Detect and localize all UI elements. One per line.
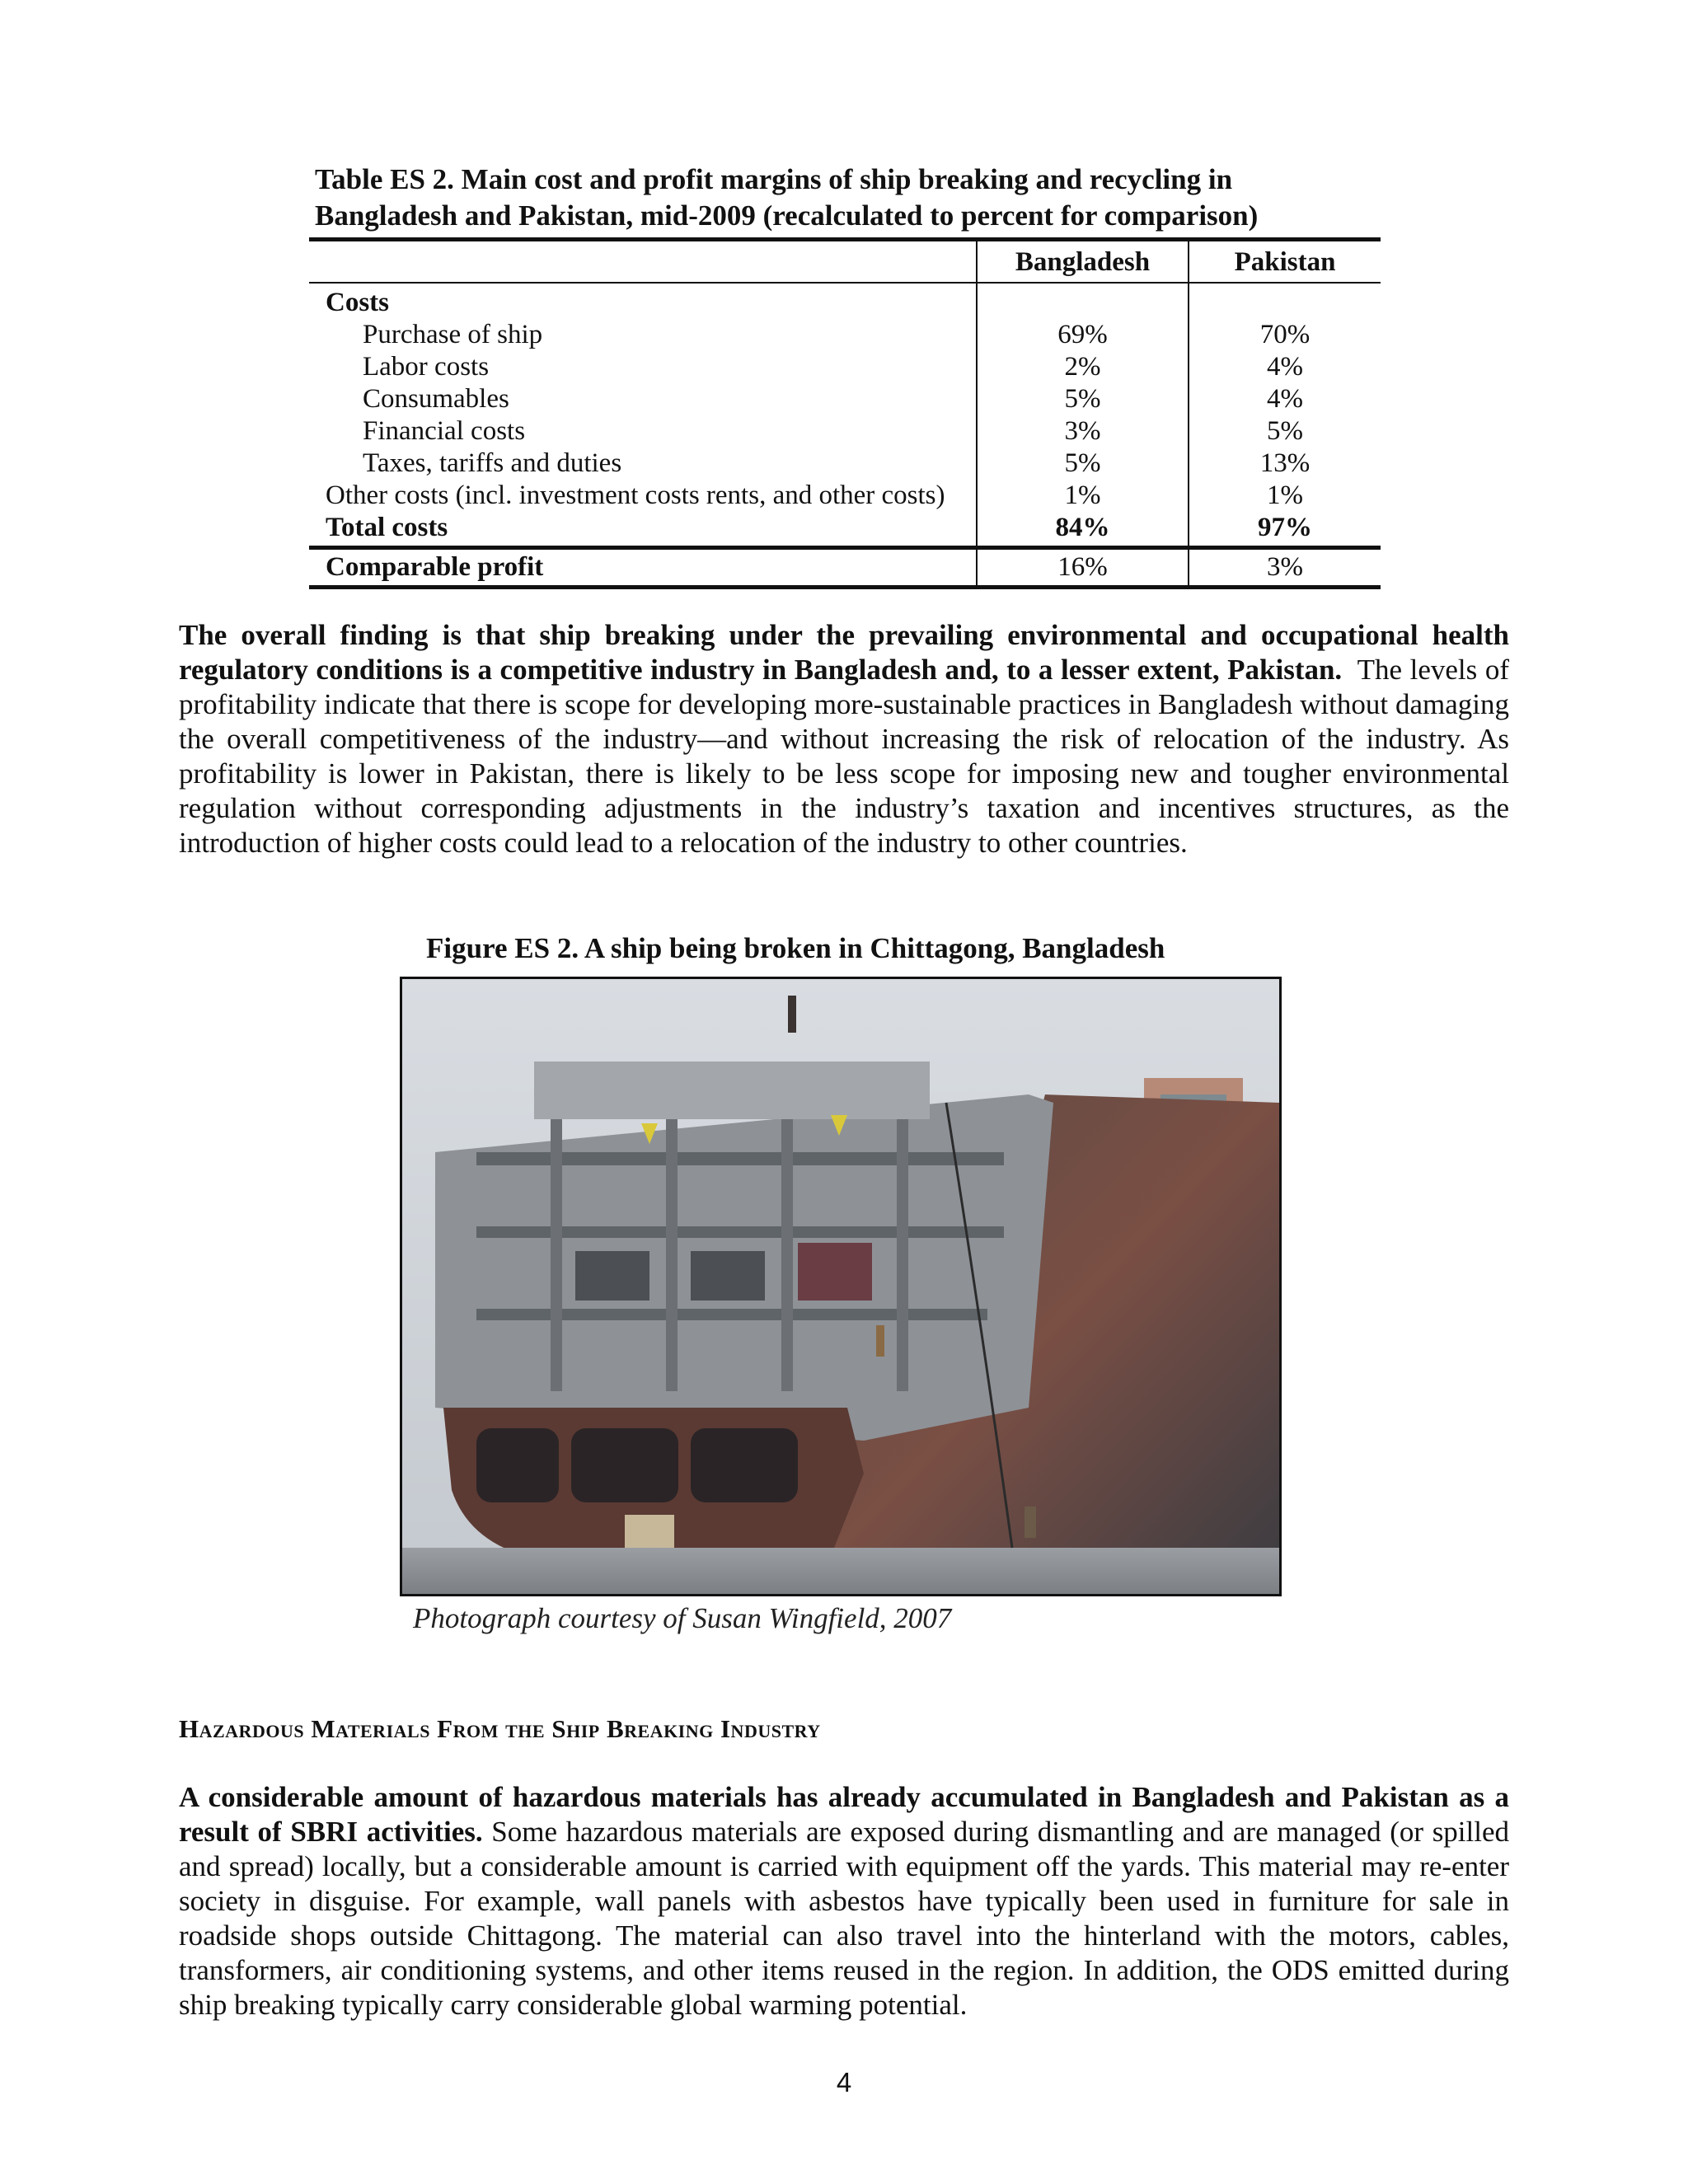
table-row xyxy=(309,383,1381,415)
table-row xyxy=(309,415,1381,448)
row-value-bangladesh: 2% xyxy=(977,351,1189,383)
row-value-bangladesh: 3% xyxy=(977,415,1189,448)
row-value-bangladesh: 5% xyxy=(977,383,1189,415)
row-value-pakistan: 4% xyxy=(1189,351,1381,383)
table-total-row xyxy=(309,512,1381,548)
profit-label: Comparable profit xyxy=(309,548,977,588)
table-caption xyxy=(315,162,1386,234)
paragraph-lead-sentence: A considerable amount of hazardous materials has already accumulated in Bangladesh and Pakistan as a result of SBRI activities. xyxy=(179,1781,1509,1848)
row-value-pakistan: 13% xyxy=(1189,448,1381,480)
profit-value-bangladesh: 16% xyxy=(977,548,1189,588)
row-label: Purchase of ship xyxy=(363,320,543,349)
total-value-bangladesh: 84% xyxy=(977,512,1189,548)
total-label: Total costs xyxy=(309,512,977,548)
cost-profit-table xyxy=(309,237,1381,589)
row-value-bangladesh: 1% xyxy=(977,480,1189,512)
table-caption-line-1: Table ES 2. Main cost and profit margins of ship breaking and recycling in xyxy=(315,163,1233,195)
row-label: Labor costs xyxy=(363,352,490,382)
table-row xyxy=(309,319,1381,351)
table-header-row xyxy=(309,240,1381,284)
paragraph-body: The levels of profitability indicate that there is scope for developing more-sustainable practices in Bangladesh without damaging the overall competitiveness of the industry—and without increasing the risk of relocation of the industry. As profitability is lower in Pakistan, there is likely to be less scope for imposing new and tougher environmental regulation without corresponding adjustments in the industry’s taxation and incentives structures, as the introduction of higher costs could lead to a relocation of the industry to other countries. xyxy=(179,654,1509,859)
figure-caption: Figure ES 2. A ship being broken in Chittagong, Bangladesh xyxy=(426,932,1165,964)
section-heading: Hazardous Materials From the Ship Breaking Industry xyxy=(179,1714,821,1743)
row-label: Taxes, tariffs and duties xyxy=(363,448,622,478)
section-label-costs: Costs xyxy=(326,288,390,317)
table-row xyxy=(309,480,1381,512)
paragraph-body: Some hazardous materials are exposed during dismantling and are managed (or spilled and spread) locally, but a considerable amount is carried with equipment off the yards. This material may re-enter society in disguise. For example, wall panels with asbestos have typically been used in furniture for sale in roadside shops outside Chittagong. The material can also travel into the hinterland with the motors, cables, transformers, air conditioning systems, and other items reused in the region. In addition, the ODS emitted during ship breaking typically carry considerable global warming potential. xyxy=(179,1816,1510,2021)
table-profit-row xyxy=(309,548,1381,588)
table-row xyxy=(309,351,1381,383)
table-caption-line-2: Bangladesh and Pakistan, mid-2009 (recalculated to percent for comparison) xyxy=(315,199,1259,232)
row-label: Consumables xyxy=(363,384,509,414)
paragraph-hazardous-materials xyxy=(179,1780,1509,2022)
header-bangladesh: Bangladesh xyxy=(977,240,1189,284)
ship-breaking-photo xyxy=(400,977,1282,1596)
row-value-pakistan: 5% xyxy=(1189,415,1381,448)
photo-credit: Photograph courtesy of Susan Wingfield, 2007 xyxy=(413,1602,952,1634)
row-value-bangladesh: 5% xyxy=(977,448,1189,480)
paragraph-overall-finding xyxy=(179,618,1509,860)
header-blank xyxy=(309,240,977,284)
page-number: 4 xyxy=(836,2067,852,2097)
profit-value-pakistan: 3% xyxy=(1189,548,1381,588)
row-value-bangladesh: 69% xyxy=(977,319,1189,351)
table-section-row xyxy=(309,283,1381,319)
row-value-pakistan: 70% xyxy=(1189,319,1381,351)
row-label: Financial costs xyxy=(363,416,526,446)
total-value-pakistan: 97% xyxy=(1189,512,1381,548)
row-value-pakistan: 1% xyxy=(1189,480,1381,512)
table-row xyxy=(309,448,1381,480)
ship-hull-illustration xyxy=(402,979,1279,1594)
header-pakistan: Pakistan xyxy=(1189,240,1381,284)
paragraph-lead-sentence: The overall finding is that ship breaking under the prevailing environmental and occupational health regulatory conditions is a competitive industry in Bangladesh and, to a lesser extent, Pakistan. xyxy=(179,619,1509,686)
row-label: Other costs (incl. investment costs rents, and other costs) xyxy=(326,480,945,510)
row-value-pakistan: 4% xyxy=(1189,383,1381,415)
